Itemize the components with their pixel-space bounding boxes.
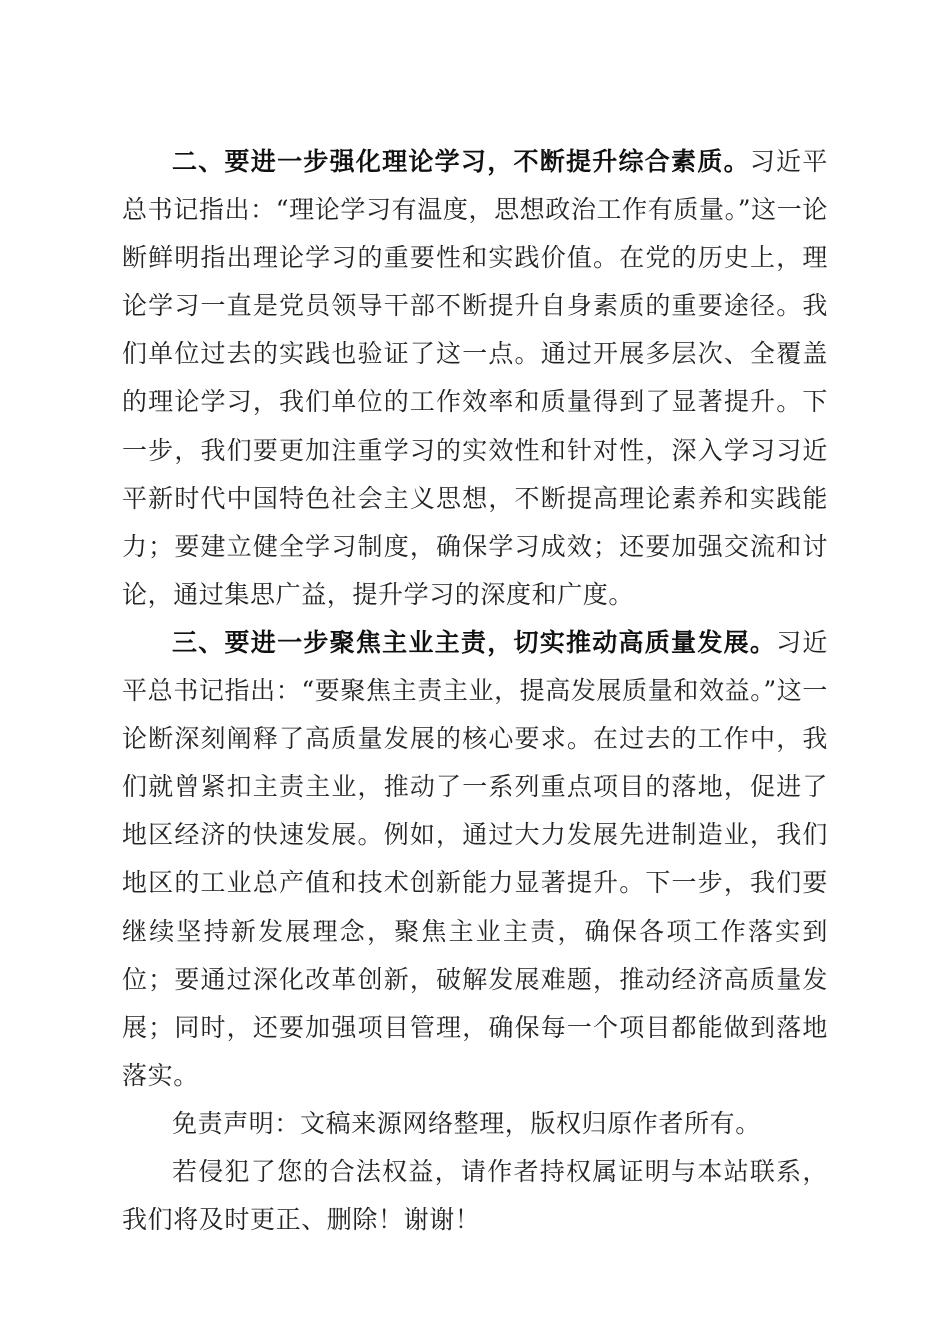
section-paragraph-3 [122, 619, 828, 1100]
document-body [122, 138, 828, 1244]
section-paragraph-2 [122, 138, 828, 619]
section-body-3: 习近平总书记指出：“要聚焦主责主业，提高发展质量和效益。”这一论断深刻阐释了高质量发展的核心要求。在过去的工作中，我们就曾紧扣主责主业，推动了一系列重点项目的落地，促进了地区经济的快速发展。例如，通过大力发展先进制造业，我们地区的工业总产值和技术创新能力显著提升。下一步，我们要继续坚持新发展理念，聚焦主业主责，确保各项工作落实到位；要通过深化改革创新，破解发展难题，推动经济高质量发展；同时，还要加强项目管理，确保每一个项目都能做到落地落实。 [122, 627, 828, 1090]
section-heading-2: 二、要进一步强化理论学习，不断提升综合素质。 [172, 147, 750, 176]
disclaimer-line-1: 免责声明：文稿来源网络整理，版权归原作者所有。 [172, 1108, 761, 1138]
section-heading-3: 三、要进一步聚焦主业主责，切实推动高质量发展。 [172, 627, 777, 657]
disclaimer-line-2: 若侵犯了您的合法权益，请作者持权属证明与本站联系，我们将及时更正、删除！谢谢！ [122, 1156, 828, 1235]
section-body-2: 习近平总书记指出：“理论学习有温度，思想政治工作有质量。”这一论断鲜明指出理论学习的重要性和实践价值。在党的历史上，理论学习一直是党员领导干部不断提升自身素质的重要途径。我们单位过去的实践也验证了这一点。通过开展多层次、全覆盖的理论学习，我们单位的工作效率和质量得到了显著提升。下一步，我们要更加注重学习的实效性和针对性，深入学习习近平新时代中国特色社会主义思想，不断提高理论素养和实践能力；要建立健全学习制度，确保学习成效；还要加强交流和讨论，通过集思广益，提升学习的深度和广度。 [122, 147, 828, 609]
